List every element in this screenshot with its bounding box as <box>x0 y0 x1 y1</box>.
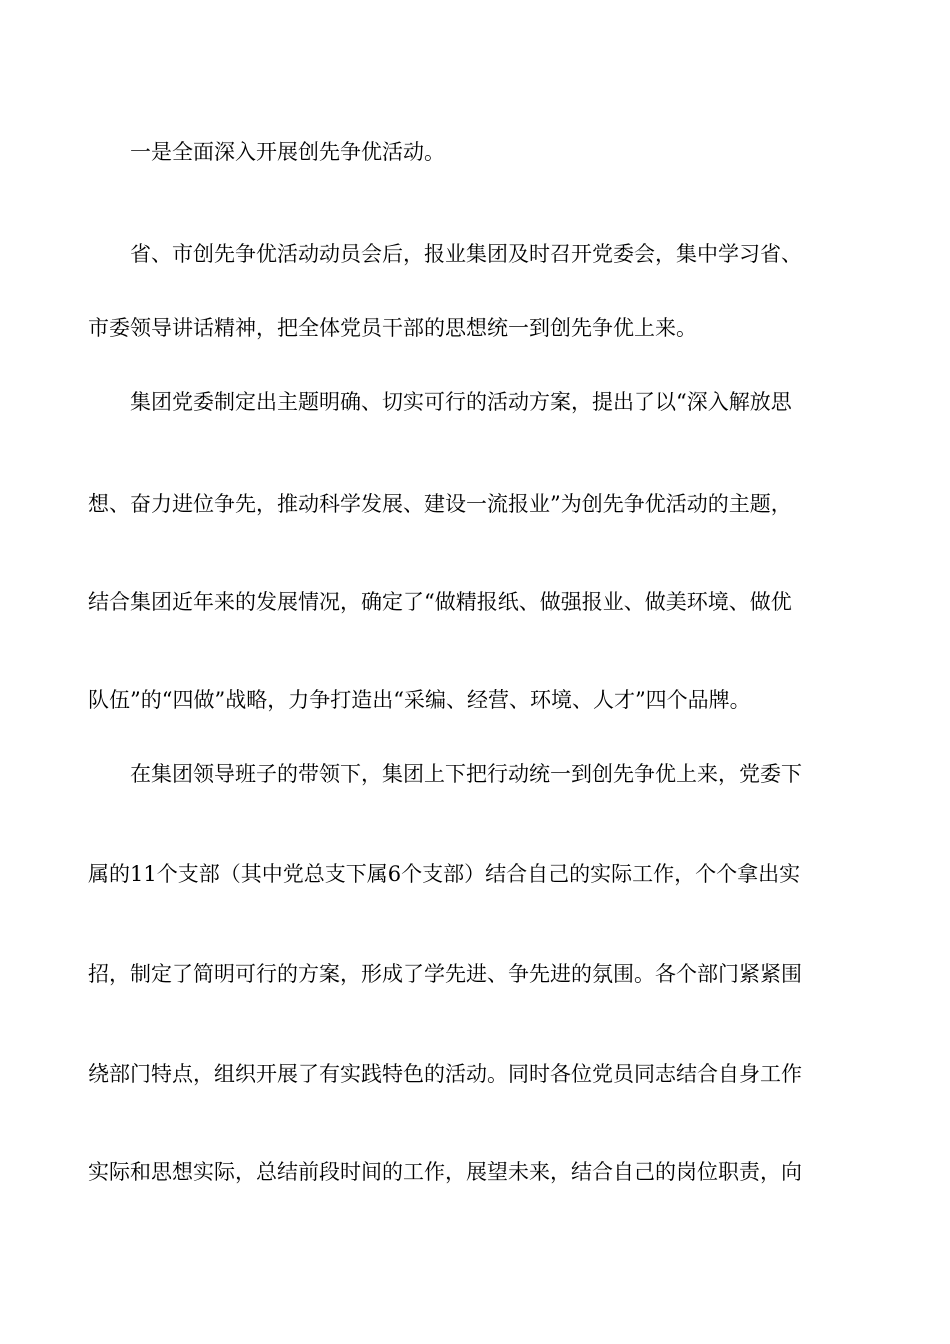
paragraph-2-line-1: 省、市创先争优活动动员会后，报业集团及时召开党委会，集中学习省、 <box>130 242 802 266</box>
paragraph-4-line-5: 实际和思想实际，总结前段时间的工作，展望未来，结合自己的岗位职责，向 <box>88 1160 802 1184</box>
paragraph-4-line-2: 属的11个支部（其中党总支下属6个支部）结合自己的实际工作，个个拿出实 <box>88 862 801 886</box>
paragraph-3-line-1: 集团党委制定出主题明确、切实可行的活动方案，提出了以“深入解放思 <box>130 390 792 414</box>
paragraph-2-line-2: 市委领导讲话精神，把全体党员干部的思想统一到创先争优上来。 <box>88 316 697 340</box>
paragraph-3-line-2: 想、奋力进位争先，推动科学发展、建设一流报业”为创先争优活动的主题， <box>88 492 792 516</box>
paragraph-1-heading: 一是全面深入开展创先争优活动。 <box>130 140 445 164</box>
paragraph-4-line-1: 在集团领导班子的带领下，集团上下把行动统一到创先争优上来，党委下 <box>130 762 802 786</box>
paragraph-3-line-4: 队伍”的“四做”战略，力争打造出“采编、经营、环境、人才”四个品牌。 <box>88 688 751 712</box>
paragraph-3-line-3: 结合集团近年来的发展情况，确定了“做精报纸、做强报业、做美环境、做优 <box>88 590 792 614</box>
paragraph-4-line-3: 招，制定了简明可行的方案，形成了学先进、争先进的氛围。各个部门紧紧围 <box>88 962 802 986</box>
paragraph-4-line-4: 绕部门特点，组织开展了有实践特色的活动。同时各位党员同志结合自身工作 <box>88 1062 802 1086</box>
